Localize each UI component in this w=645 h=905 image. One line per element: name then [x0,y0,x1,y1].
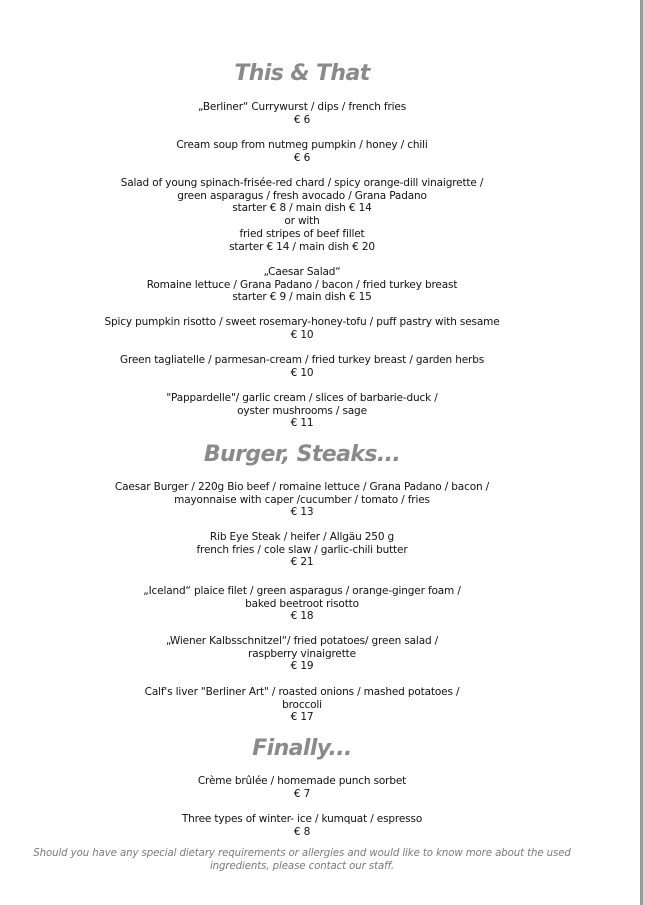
menu-item-description: broccoli [282,698,322,711]
menu-item-price: € 6 [293,113,311,126]
menu-item-tagliatelle [0,354,604,379]
menu-item-description: green asparagus / fresh avocado / Grana Padano [177,189,427,202]
menu-item-description: Caesar Burger / 220g Bio beef / romaine lettuce / Grana Padano / bacon / [114,481,490,493]
menu-item-spinach-salad [0,177,604,253]
menu-item-calfs-liver [0,686,604,724]
menu-item-description: baked beetroot risotto [245,597,359,610]
menu-item-price: starter € 8 / main dish € 14 [232,202,372,215]
section-title-this-and-that: This & That [234,61,370,86]
allergy-notice-line: Should you have any special dietary requirements or allergies and would like to know more about the used [33,848,571,859]
menu-item-caesar-burger [0,481,604,519]
menu-item-description: Cream soup from nutmeg pumpkin / honey / chili [176,139,428,151]
menu-item-wiener-schnitzel [0,635,604,673]
menu-item-price: starter € 14 / main dish € 20 [229,240,375,253]
menu-item-description: "Pappardelle"/ garlic cream / slices of barbarie-duck / [166,392,438,404]
menu-item-price: € 11 [290,417,314,430]
menu-item-price: € 19 [290,660,314,673]
menu-item-description: mayonnaise with caper /cucumber / tomato / fries [174,493,430,506]
allergy-notice-line: ingredients, please contact our staff. [209,861,395,872]
menu-item-description: Spicy pumpkin risotto / sweet rosemary-honey-tofu / puff pastry with sesame [104,316,500,328]
menu-item-caesar-salad [0,266,604,304]
menu-item-description: Rib Eye Steak / heifer / Allgäu 250 g [209,531,395,543]
menu-item-price: € 17 [290,711,314,724]
allergy-notice [0,847,604,873]
menu-item-description: raspberry vinaigrette [248,647,356,660]
menu-item-price: € 6 [293,151,311,164]
menu-item-pumpkin-risotto [0,316,604,341]
menu-item-pumpkin-soup [0,139,604,164]
menu-item-price: € 10 [290,328,314,341]
menu-item-description: Green tagliatelle / parmesan-cream / fried turkey breast / garden herbs [119,354,485,366]
menu-item-winter-ice [0,813,604,838]
menu-item-price: € 18 [290,610,314,623]
menu-item-price: € 10 [290,366,314,379]
menu-item-description: Three types of winter- ice / kumquat / espresso [181,813,423,825]
section-title-burger-steaks: Burger, Steaks... [203,442,401,467]
menu-item-price: € 21 [290,556,314,569]
menu-item-description: Calf's liver "Berliner Art" / roasted onions / mashed potatoes / [144,686,460,698]
menu-item-currywurst [0,101,604,126]
menu-item-description: oyster mushrooms / sage [237,404,367,417]
menu-item-price: € 7 [293,787,311,800]
menu-item-description: „Iceland“ plaice filet / green asparagus / orange-ginger foam / [143,585,461,597]
menu-item-description: Crème brûlée / homemade punch sorbet [197,775,407,787]
menu-item-price: € 13 [290,506,314,519]
section-title-finally: Finally... [252,736,352,761]
menu-item-description: „Wiener Kalbsschnitzel“/ fried potatoes/ green salad / [165,635,439,647]
menu-item-price: € 8 [293,825,311,838]
menu-item-plaice-filet [0,585,604,623]
menu-item-pappardelle [0,392,604,430]
menu-item-name: „Caesar Salad“ [263,266,341,278]
menu-item-description: fried stripes of beef fillet [239,227,365,240]
menu-item-description: „Berliner“ Currywurst / dips / french fries [197,101,407,113]
menu-item-description: Salad of young spinach-frisée-red chard / spicy orange-dill vinaigrette / [120,177,484,189]
menu-item-creme-brulee [0,775,604,800]
menu-item-option-text: or with [284,215,320,228]
menu-item-price: starter € 9 / main dish € 15 [232,291,372,304]
menu-item-rib-eye-steak [0,531,604,569]
menu-item-description: Romaine lettuce / Grana Padano / bacon / fried turkey breast [146,278,458,291]
menu-item-description: french fries / cole slaw / garlic-chili butter [196,543,408,556]
